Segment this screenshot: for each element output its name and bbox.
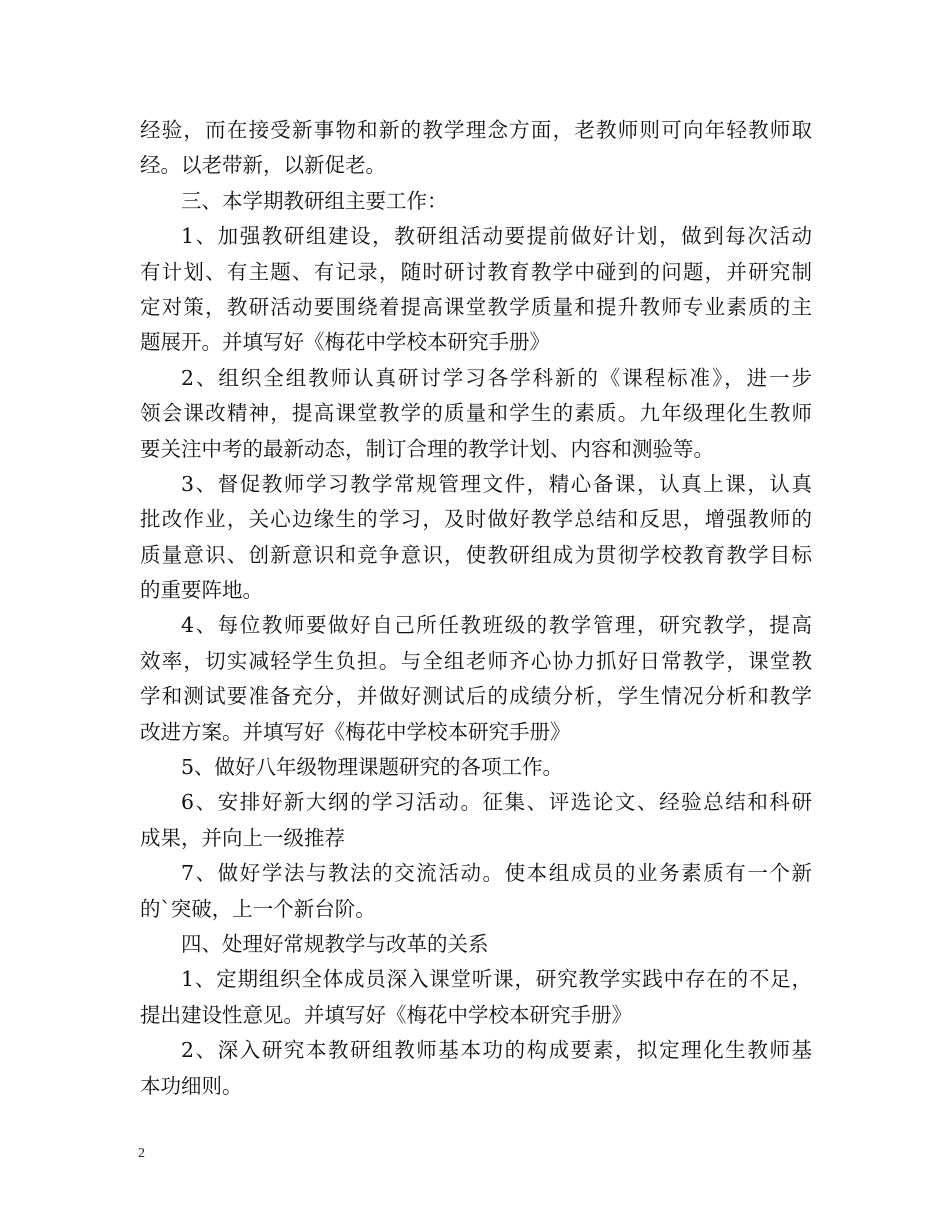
text-line: 经验，而在接受新事物和新的教学理念方面，老教师则可向年轻教师取 [140,118,812,142]
text-line: 要关注中考的最新动态，制订合理的教学计划、内容和测验等。 [140,436,714,461]
text-line: 成果，并向上一级推荐 [140,825,345,850]
text-line: 提出建设性意见。并填写好《梅花中学校本研究手册》 [140,1002,632,1027]
text-line: 质量意识、创新意识和竞争意识，使教研组成为贯彻学校教育教学目标 [140,542,812,567]
text-line: 有计划、有主题、有记录，随时研讨教育教学中碰到的问题，并研究制 [140,259,812,284]
text-line: 批改作业，关心边缘生的学习，及时做好教学总结和反思，增强教师的 [140,507,812,532]
text-line: 改进方案。并填写好《梅花中学校本研究手册》 [140,719,571,744]
text-line: 6、安排好新大纲的学习活动。征集、评选论文、经验总结和科研 [181,790,812,815]
text-line: 7、做好学法与教法的交流活动。使本组成员的业务素质有一个新 [181,861,812,886]
text-line: 的`突破，上一个新台阶。 [140,896,376,921]
text-line: 经。以老带新，以新促老。 [140,153,386,178]
section-heading: 三、本学期教研组主要工作： [181,188,448,213]
page-number: 2 [138,1146,145,1161]
body-text [140,113,812,1104]
text-line: 4、每位教师要做好自己所任教班级的教学管理，研究教学，提高 [181,613,812,638]
text-line: 本功细则。 [140,1073,243,1098]
text-line: 1、定期组织全体成员深入课堂听课，研究教学实践中存在的不足， [181,967,812,992]
text-line: 2、深入研究本教研组教师基本功的构成要素，拟定理化生教师基 [181,1038,812,1063]
section-heading: 四、处理好常规教学与改革的关系 [181,931,489,956]
text-line: 2、组织全组教师认真研讨学习各学科新的《课程标准》，进一步 [181,365,812,390]
text-line: 领会课改精神，提高课堂教学的质量和学生的素质。九年级理化生教师 [140,401,812,426]
text-line: 3、督促教师学习教学常规管理文件，精心备课，认真上课，认真 [181,471,812,496]
text-line: 的重要阵地。 [140,578,263,603]
text-line: 效率，切实减轻学生负担。与全组老师齐心协力抓好日常教学，课堂教 [140,648,812,673]
text-line: 学和测试要准备充分，并做好测试后的成绩分析，学生情况分析和教学 [140,684,812,709]
text-line: 5、做好八年级物理课题研究的各项工作。 [181,755,564,780]
text-line: 定对策，教研活动要围绕着提高课堂教学质量和提升教师专业素质的主 [140,294,812,319]
text-line: 1、加强教研组建设，教研组活动要提前做好计划，做到每次活动 [181,224,812,249]
text-line: 题展开。并填写好《梅花中学校本研究手册》 [140,330,550,355]
